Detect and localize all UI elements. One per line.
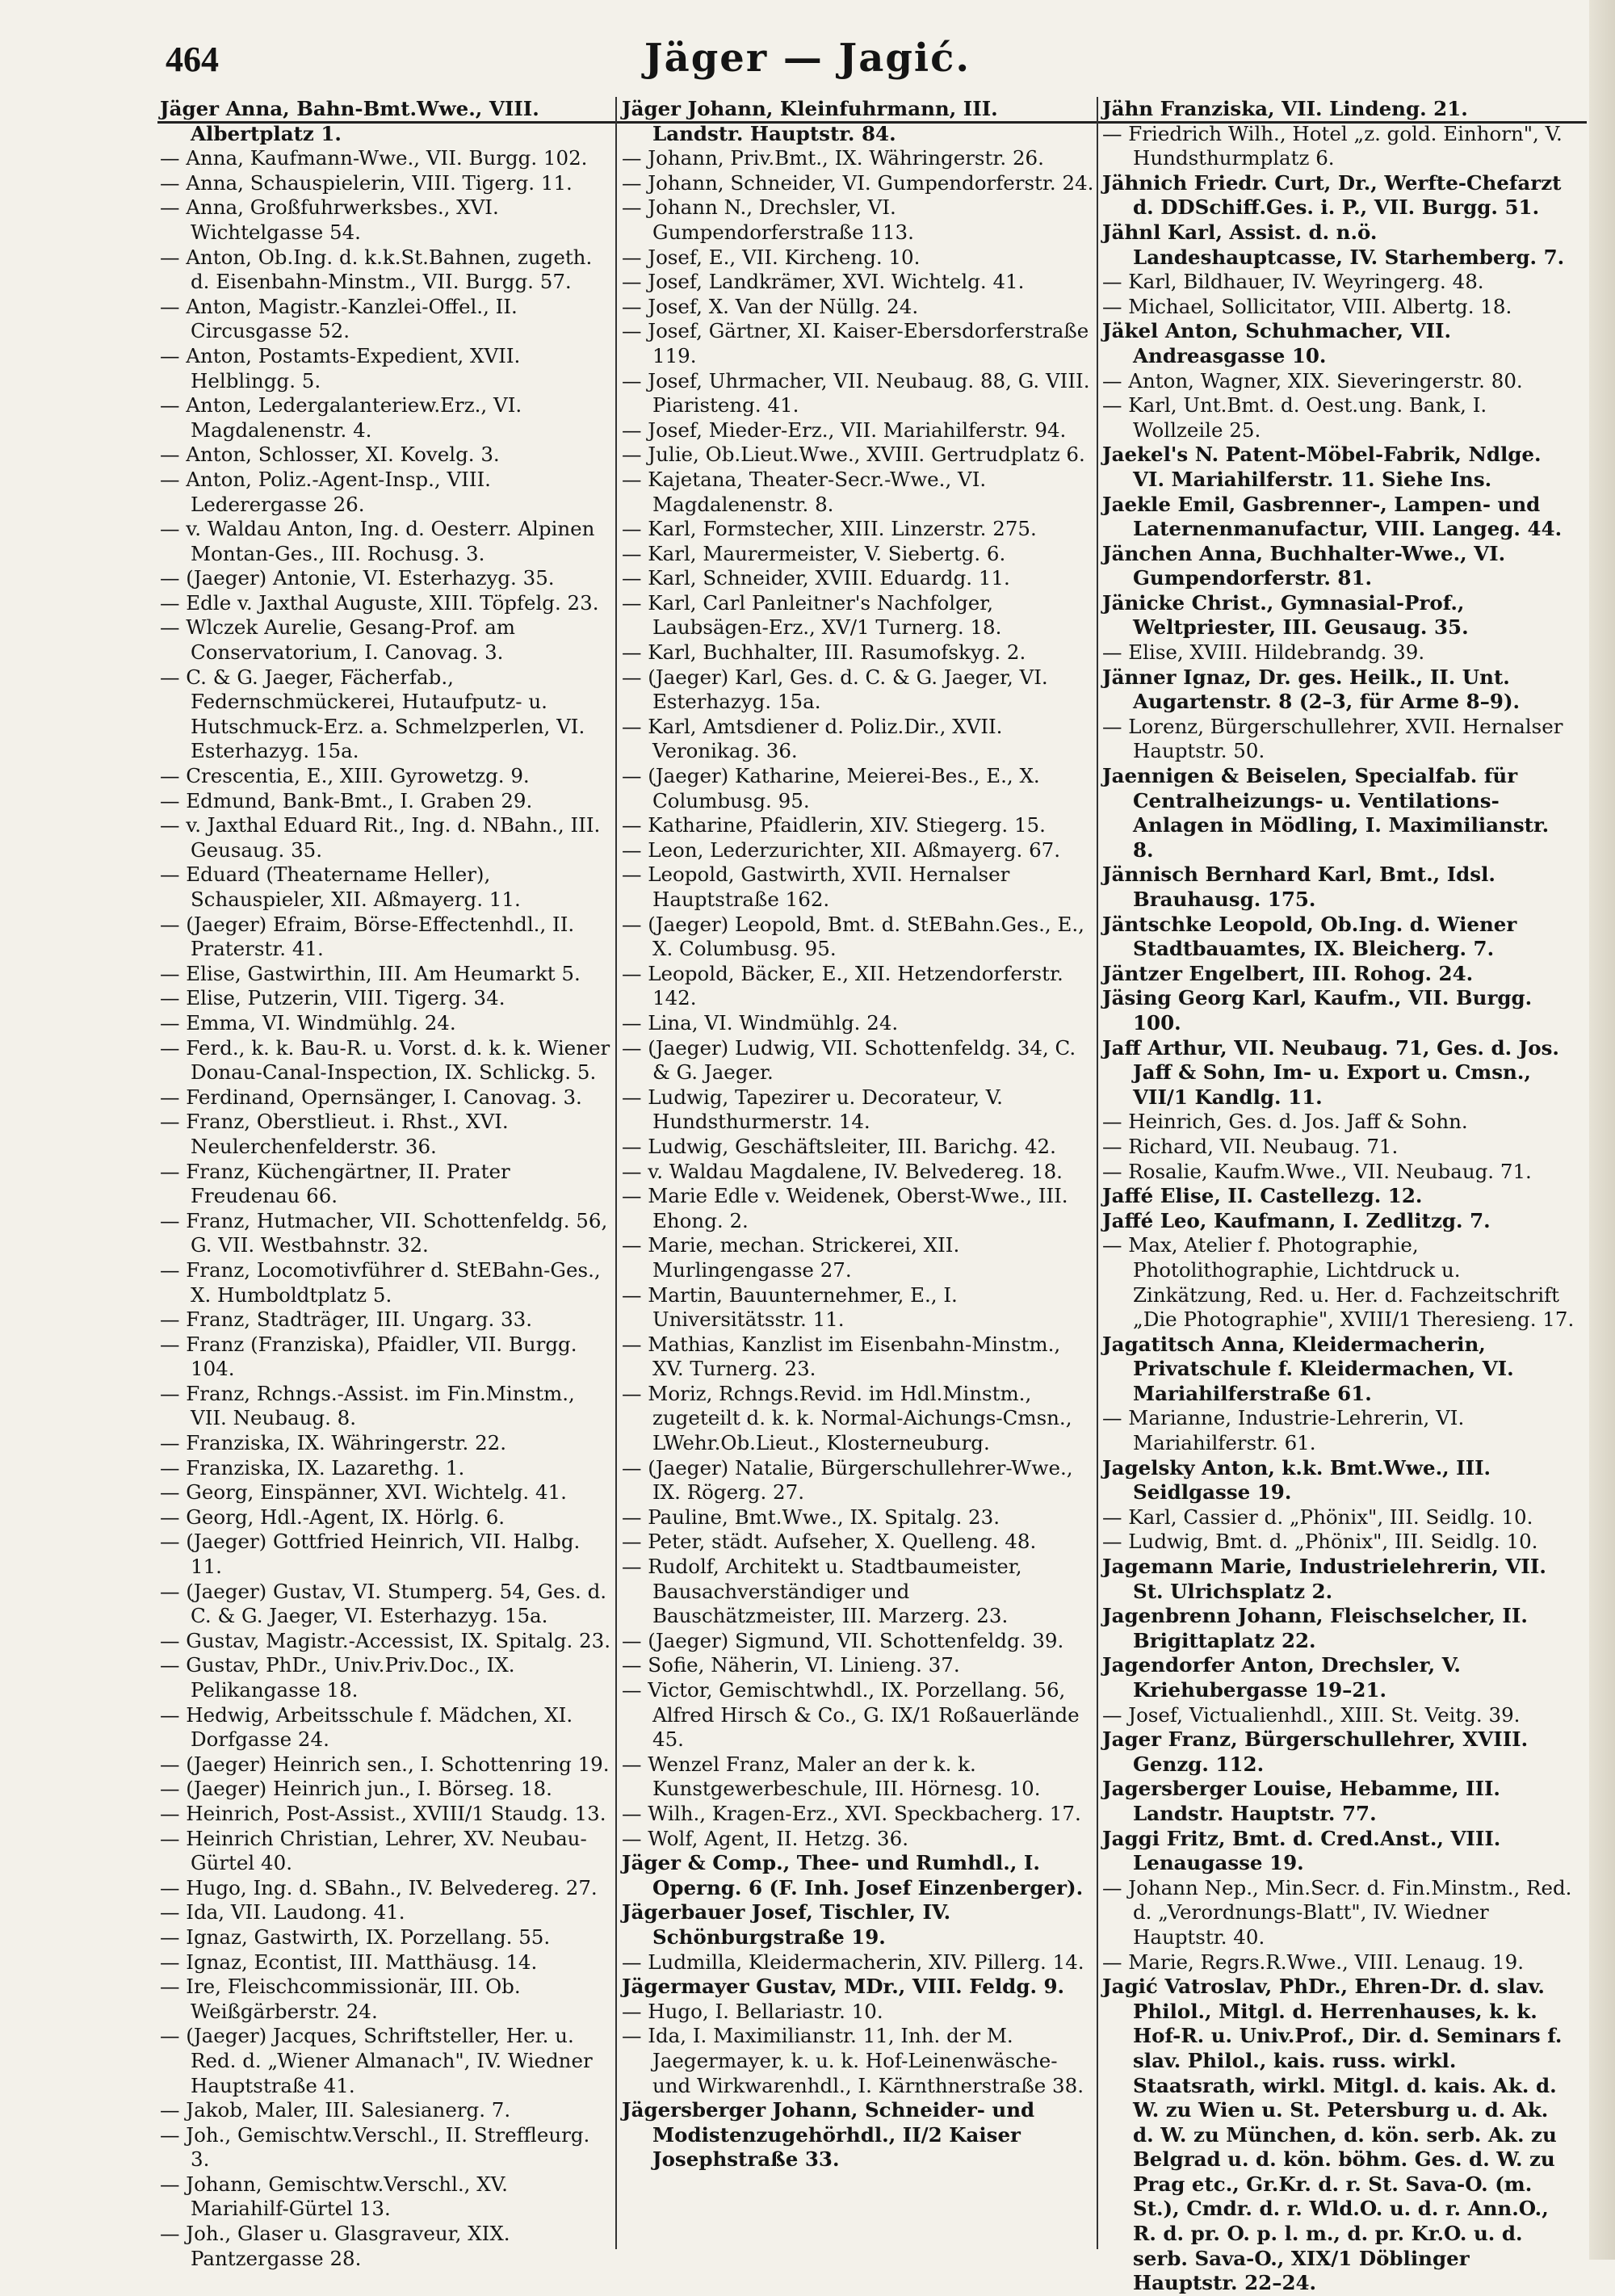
directory-entry: — Leon, Lederzurichter, XII. Aßmayerg. 67.: [622, 837, 1061, 862]
directory-entry: Jänner Ignaz, Dr. ges. Heilk., II. Unt. Augartenstr. 8 (2–3, für Arme 8–9).: [1102, 665, 1521, 714]
directory-entry: — Johann, Schneider, VI. Gumpendorferstr. 24.: [622, 170, 1094, 195]
directory-entry: — Hugo, I. Bellariastr. 10.: [622, 1999, 883, 2023]
directory-entry: — Karl, Schneider, XVIII. Eduardg. 11.: [622, 566, 1010, 590]
directory-entry: — Franz, Rchngs.-Assist. im Fin.Minstm., VII. Neubaug. 8.: [160, 1381, 575, 1430]
directory-entry: — Lina, VI. Windmühlg. 24.: [622, 1010, 899, 1035]
directory-entry: — Joh., Glaser u. Glasgraveur, XIX. Pantzergasse 28.: [160, 2222, 510, 2270]
directory-entry: — v. Waldau Magdalene, IV. Belvedereg. 18.: [622, 1159, 1063, 1183]
directory-entry: — Anna, Schauspielerin, VIII. Tigerg. 11.: [160, 170, 573, 195]
directory-entry: — Josef, Gärtner, XI. Kaiser-Ebersdorferstraße 119.: [622, 319, 1089, 367]
directory-entry: — Katharine, Pfaidlerin, XIV. Stiegerg. 15.: [622, 813, 1046, 837]
directory-entry: — Sofie, Näherin, VI. Linieng. 37.: [622, 1653, 960, 1677]
directory-entry: — Crescentia, E., XIII. Gyrowetzg. 9.: [160, 764, 530, 788]
directory-entry: — Mathias, Kanzlist im Eisenbahn-Minstm., XV. Turnerg. 23.: [622, 1332, 1061, 1381]
directory-entry: — Josef, Mieder-Erz., VII. Mariahilferstr. 94.: [622, 418, 1067, 442]
directory-entry: — (Jaeger) Gottfried Heinrich, VII. Halbg. 11.: [160, 1530, 581, 1579]
directory-entry: — C. & G. Jaeger, Fächerfab., Federnschmückerei, Hutaufputz- u. Hutschmuck-Erz. a. Schmelzperlen, VI. Esterhazyg. 15a.: [160, 665, 585, 763]
directory-entry: — Leopold, Gastwirth, XVII. Hernalser Hauptstraße 162.: [622, 863, 1010, 911]
page-header: [0, 32, 1615, 105]
directory-entry: Jäger & Comp., Thee- und Rumhdl., I. Operng. 6 (F. Inh. Josef Einzenberger).: [622, 1851, 1084, 1899]
directory-entry: — Karl, Maurermeister, V. Siebertg. 6.: [622, 541, 1006, 565]
directory-entry: — Karl, Buchhalter, III. Rasumofskyg. 2.: [622, 640, 1026, 665]
directory-entry: Jaekle Emil, Gasbrenner-, Lampen- und Laternenmanufactur, VIII. Langeg. 44.: [1102, 492, 1563, 541]
directory-entry: Jagatitsch Anna, Kleidermacherin, Privatschule f. Kleidermachen, VI. Mariahilferstraße 61.: [1102, 1332, 1514, 1405]
directory-entry: — Heinrich Christian, Lehrer, XV. Neubau-Gürtel 40.: [160, 1826, 587, 1875]
directory-entry: — Gustav, PhDr., Univ.Priv.Doc., IX. Pelikangasse 18.: [160, 1653, 515, 1702]
directory-entry: — Rudolf, Architekt u. Stadtbaumeister, Bausachverständiger und Bauschätzmeister, III. Marzerg. 23.: [622, 1555, 1022, 1628]
directory-entry: Jagelsky Anton, k.k. Bmt.Wwe., III. Seidlgasse 19.: [1102, 1455, 1491, 1505]
directory-entry: — Anton, Poliz.-Agent-Insp., VIII. Lederergasse 26.: [160, 467, 491, 516]
directory-entry: — (Jaeger) Gustav, VI. Stumperg. 54, Ges. d. C. & G. Jaeger, VI. Esterhazyg. 15a.: [160, 1579, 607, 1628]
directory-entry: — Marie Edle v. Weidenek, Oberst-Wwe., III. Ehong. 2.: [622, 1184, 1068, 1232]
directory-entry: — Anton, Ob.Ing. d. k.k.St.Bahnen, zugeth. d. Eisenbahn-Minstm., VII. Burgg. 57.: [160, 245, 593, 294]
directory-entry: — Wolf, Agent, II. Hetzg. 36.: [622, 1826, 909, 1850]
directory-entry: — Karl, Amtsdiener d. Poliz.Dir., XVII. Veronikag. 36.: [622, 714, 1003, 763]
directory-entry: — Richard, VII. Neubaug. 71.: [1102, 1134, 1399, 1158]
directory-entry: — Karl, Carl Panleitner's Nachfolger, Laubsägen-Erz., XV/1 Turnerg. 18.: [622, 590, 1002, 640]
directory-entry: — Ludwig, Geschäftsleiter, III. Barichg. 42.: [622, 1134, 1056, 1158]
directory-entry: Jäntschke Leopold, Ob.Ing. d. Wiener Stadtbauamtes, IX. Bleicherg. 7.: [1102, 912, 1517, 961]
directory-entry: — Max, Atelier f. Photographie, Photolithographie, Lichtdruck u. Zinkätzung, Red. u. Her. d. Fachzeitschrift „Die Photographie", XVIII/1 Theresieng. 17.: [1102, 1233, 1575, 1332]
directory-entry: — Karl, Formstecher, XIII. Linzerstr. 275.: [622, 517, 1037, 541]
directory-entry: — Wlczek Aurelie, Gesang-Prof. am Conservatorium, I. Canovag. 3.: [160, 615, 516, 665]
directory-entry: — Johann Nep., Min.Secr. d. Fin.Minstm., Red. d. „Verordnungs-Blatt", IV. Wiedner Hauptstr. 40.: [1102, 1875, 1572, 1949]
directory-entry: — Josef, Landkrämer, XVI. Wichtelg. 41.: [622, 270, 1025, 294]
directory-entry: — Ludmilla, Kleidermacherin, XIV. Pillerg. 14.: [622, 1950, 1084, 1974]
directory-entry: — Rosalie, Kaufm.Wwe., VII. Neubaug. 71.: [1102, 1159, 1532, 1183]
directory-entry: — Pauline, Bmt.Wwe., IX. Spitalg. 23.: [622, 1505, 1000, 1529]
directory-entry: Jagić Vatroslav, PhDr., Ehren-Dr. d. slav. Philol., Mitgl. d. Herrenhauses, k. k. Hof-R. u. Univ.Prof., Dir. d. Seminars f. slav. Philol., kais. russ. wirkl. Staatsrath, wirkl. Mitgl. d. kais. Ak. d. W. zu Wien u. St. Petersburg u. d. Ak. d. W. zu München, d. kön. serb. Ak. zu Belgrad u. d. kön. böhm. Ges. d. W. zu Prag etc., Gr.Kr. d. r. St. Sava-O. (m. St.), Cmdr. d. r. Wld.O. u. d. r. Ann.O., R. d. pr. O. p. l. m., d. pr. Kr.O. u. d. serb. Sava-O., XIX/1 Döblinger Hauptstr. 22–24.: [1102, 1975, 1563, 2295]
directory-entry: Jagenbrenn Johann, Fleischselcher, II. Brigittaplatz 22.: [1102, 1604, 1528, 1652]
directory-entry: — Joh., Gemischtw.Verschl., II. Streffleurg. 3.: [160, 2122, 590, 2172]
directory-entry: — (Jaeger) Heinrich jun., I. Börseg. 18.: [160, 1777, 552, 1801]
column-divider: [1097, 97, 1098, 2249]
directory-entry: Jäsing Georg Karl, Kaufm., VII. Burgg. 100.: [1102, 986, 1533, 1035]
directory-entry: — Eduard (Theatername Heller), Schauspieler, XII. Aßmayerg. 11.: [160, 863, 521, 911]
directory-entry: Jäger Anna, Bahn-Bmt.Wwe., VIII. Albertplatz 1.: [160, 97, 539, 145]
column-divider: [615, 97, 617, 2249]
directory-entry: — Ignaz, Econtist, III. Matthäusg. 14.: [160, 1950, 538, 1974]
directory-entry: — Heinrich, Ges. d. Jos. Jaff & Sohn.: [1102, 1110, 1468, 1134]
directory-entry: — Franziska, IX. Währingerstr. 22.: [160, 1431, 507, 1455]
directory-entry: — Anna, Kaufmann-Wwe., VII. Burgg. 102.: [160, 146, 588, 170]
directory-entry: — Victor, Gemischtwhdl., IX. Porzellang. 56, Alfred Hirsch & Co., G. IX/1 Roßauerlände 45.: [622, 1678, 1080, 1752]
directory-entry: — (Jaeger) Antonie, VI. Esterhazyg. 35.: [160, 566, 555, 590]
directory-entry: — Karl, Cassier d. „Phönix", III. Seidlg. 10.: [1102, 1505, 1533, 1529]
directory-entry: — Anna, Großfuhrwerksbes., XVI. Wichtelgasse 54.: [160, 195, 499, 244]
directory-entry: — Martin, Bauunternehmer, E., I. Universitätsstr. 11.: [622, 1282, 958, 1332]
directory-entry: — Hedwig, Arbeitsschule f. Mädchen, XI. Dorfgasse 24.: [160, 1702, 573, 1752]
directory-entry: — Anton, Wagner, XIX. Sieveringerstr. 80.: [1102, 368, 1523, 392]
directory-entry: Jaffé Elise, II. Castellezg. 12.: [1102, 1184, 1423, 1208]
directory-entry: Jähnl Karl, Assist. d. n.ö. Landeshauptcasse, IV. Starhemberg. 7.: [1102, 220, 1565, 269]
directory-entry: Jägermayer Gustav, MDr., VIII. Feldg. 9.: [622, 1975, 1065, 1999]
directory-entry: — Georg, Einspänner, XVI. Wichtelg. 41.: [160, 1480, 567, 1505]
directory-entry: — Franz, Stadträger, III. Ungarg. 33.: [160, 1308, 532, 1332]
directory-entry: Jäger Johann, Kleinfuhrmann, III. Landstr. Hauptstr. 84.: [622, 97, 998, 145]
directory-entry: Jaekel's N. Patent-Möbel-Fabrik, Ndlge. VI. Mariahilferstr. 11. Siehe Ins.: [1102, 443, 1542, 491]
directory-entry: Jäntzer Engelbert, III. Rohog. 24.: [1102, 961, 1474, 985]
directory-column-1: [160, 97, 612, 2270]
directory-entry: Jaff Arthur, VII. Neubaug. 71, Ges. d. Jos. Jaff & Sohn, Im- u. Export u. Cmsn., VII/1 Kandlg. 11.: [1102, 1035, 1559, 1109]
directory-entry: Jager Franz, Bürgerschullehrer, XVIII. Genzg. 112.: [1102, 1727, 1529, 1776]
directory-entry: — Elise, Gastwirthin, III. Am Heumarkt 5.: [160, 961, 581, 985]
directory-entry: — (Jaeger) Katharine, Meierei-Bes., E., X. Columbusg. 95.: [622, 764, 1040, 812]
directory-entry: Jänicke Christ., Gymnasial-Prof., Weltpriester, III. Geusaug. 35.: [1102, 590, 1469, 640]
directory-entry: Jähn Franziska, VII. Lindeng. 21.: [1102, 97, 1468, 120]
directory-entry: Jänchen Anna, Buchhalter-Wwe., VI. Gumpendorferstr. 81.: [1102, 541, 1506, 590]
directory-entry: — Franz, Oberstlieut. i. Rhst., XVI. Neulerchenfelderstr. 36.: [160, 1110, 509, 1158]
directory-entry: — Heinrich, Post-Assist., XVIII/1 Staudg. 13.: [160, 1801, 606, 1825]
directory-entry: — (Jaeger) Karl, Ges. d. C. & G. Jaeger, VI. Esterhazyg. 15a.: [622, 665, 1048, 714]
directory-entry: — Karl, Bildhauer, IV. Weyringerg. 48.: [1102, 270, 1484, 294]
directory-entry: Jaffé Leo, Kaufmann, I. Zedlitzg. 7.: [1102, 1208, 1491, 1232]
directory-entry: — Josef, E., VII. Kircheng. 10.: [622, 245, 921, 269]
directory-entry: — Wilh., Kragen-Erz., XVI. Speckbacherg. 17.: [622, 1801, 1081, 1825]
directory-entry: Jähnich Friedr. Curt, Dr., Werfte-Chefarzt d. DDSchiff.Ges. i. P., VII. Burgg. 51.: [1102, 170, 1562, 220]
directory-entry: — (Jaeger) Leopold, Bmt. d. StEBahn.Ges., E., X. Columbusg. 95.: [622, 912, 1084, 961]
directory-column-2: [622, 97, 1094, 2253]
directory-entry: — v. Waldau Anton, Ing. d. Oesterr. Alpinen Montan-Ges., III. Rochusg. 3.: [160, 517, 595, 565]
directory-entry: — (Jaeger) Natalie, Bürgerschullehrer-Wwe., IX. Rögerg. 27.: [622, 1455, 1073, 1505]
directory-entry: — Hugo, Ing. d. SBahn., IV. Belvedereg. 27.: [160, 1875, 598, 1899]
directory-entry: — Johann, Gemischtw.Verschl., XV. Mariahilf-Gürtel 13.: [160, 2172, 508, 2221]
directory-entry: — Josef, Uhrmacher, VII. Neubaug. 88, G. VIII. Piaristeng. 41.: [622, 368, 1090, 418]
directory-entry: — Anton, Postamts-Expedient, XVII. Helblingg. 5.: [160, 343, 521, 392]
directory-entry: — Anton, Schlosser, XI. Kovelg. 3.: [160, 443, 500, 467]
directory-column-3: [1102, 97, 1575, 2295]
directory-entry: — Ida, VII. Laudong. 41.: [160, 1900, 405, 1925]
directory-entry: — Elise, Putzerin, VIII. Tigerg. 34.: [160, 986, 505, 1010]
page-title: Jäger — Jagić.: [644, 36, 971, 81]
directory-entry: — Kajetana, Theater-Secr.-Wwe., VI. Magdalenenstr. 8.: [622, 467, 987, 516]
directory-entry: — Marianne, Industrie-Lehrerin, VI. Mariahilferstr. 61.: [1102, 1406, 1465, 1455]
directory-entry: — Moriz, Rchngs.Revid. im Hdl.Minstm., zugeteilt d. k. k. Normal-Aichungs-Cmsn., LWehr.Ob.Lieut., Klosterneuburg.: [622, 1381, 1072, 1455]
directory-entry: — (Jaeger) Ludwig, VII. Schottenfeldg. 34, C. & G. Jaeger.: [622, 1035, 1076, 1085]
directory-entry: — (Jaeger) Heinrich sen., I. Schottenring 19.: [160, 1752, 610, 1776]
directory-entry: — Ludwig, Bmt. d. „Phönix", III. Seidlg. 10.: [1102, 1530, 1538, 1554]
directory-entry: — Ludwig, Tapezirer u. Decorateur, V. Hundsthurmerstr. 14.: [622, 1085, 1003, 1134]
directory-entry: — (Jaeger) Jacques, Schriftsteller, Her. u. Red. d. „Wiener Almanach", IV. Wiedner Hauptstraße 41.: [160, 2024, 593, 2097]
directory-entry: — Franziska, IX. Lazarethg. 1.: [160, 1455, 465, 1480]
directory-entry: — Friedrich Wilh., Hotel „z. gold. Einhorn", V. Hundsthurmplatz 6.: [1102, 121, 1563, 170]
directory-entry: — Ida, I. Maximilianstr. 11, Inh. der M. Jaegermayer, k. u. k. Hof-Leinenwäsche- und Wirkwarenhdl., I. Kärnthnerstraße 38.: [622, 2024, 1084, 2097]
directory-entry: — Marie, Regrs.R.Wwe., VIII. Lenaug. 19.: [1102, 1950, 1525, 1974]
directory-entry: — Ferd., k. k. Bau-R. u. Vorst. d. k. k. Wiener Donau-Canal-Inspection, IX. Schlickg. 5.: [160, 1035, 610, 1085]
directory-entry: — Emma, VI. Windmühlg. 24.: [160, 1010, 456, 1035]
directory-entry: — Elise, XVIII. Hildebrandg. 39.: [1102, 640, 1425, 665]
directory-entry: Jägerbauer Josef, Tischler, IV. Schönburgstraße 19.: [622, 1900, 951, 1949]
directory-entry: — Anton, Ledergalanteriew.Erz., VI. Magdalenenstr. 4.: [160, 393, 522, 442]
directory-entry: — Ignaz, Gastwirth, IX. Porzellang. 55.: [160, 1925, 551, 1949]
directory-entry: — (Jaeger) Sigmund, VII. Schottenfeldg. 39.: [622, 1628, 1064, 1652]
directory-entry: — Marie, mechan. Strickerei, XII. Murlingengasse 27.: [622, 1233, 960, 1282]
directory-entry: — Johann, Priv.Bmt., IX. Währingerstr. 26.: [622, 146, 1044, 170]
directory-entry: — Edle v. Jaxthal Auguste, XIII. Töpfelg. 23.: [160, 590, 599, 615]
directory-entry: — Ire, Fleischcommissionär, III. Ob. Weißgärberstr. 24.: [160, 1975, 521, 2023]
directory-entry: — Georg, Hdl.-Agent, IX. Hörlg. 6.: [160, 1505, 505, 1529]
directory-entry: — Josef, X. Van der Nüllg. 24.: [622, 294, 919, 318]
directory-entry: Jagemann Marie, Industrielehrerin, VII. St. Ulrichsplatz 2.: [1102, 1555, 1546, 1603]
directory-entry: — Johann N., Drechsler, VI. Gumpendorferstraße 113.: [622, 195, 914, 244]
directory-entry: Jägersberger Johann, Schneider- und Modistenzugehörhdl., II/2 Kaiser Josephstraße 33.: [622, 2098, 1035, 2172]
directory-entry: — Michael, Sollicitator, VIII. Albertg. 18.: [1102, 294, 1512, 318]
directory-entry: — Franz, Küchengärtner, II. Prater Freudenau 66.: [160, 1159, 510, 1208]
directory-entry: — Lorenz, Bürgerschullehrer, XVII. Hernalser Hauptstr. 50.: [1102, 714, 1563, 763]
page-number: 464: [166, 40, 219, 79]
directory-entry: Jännisch Bernhard Karl, Bmt., Idsl. Brauhausg. 175.: [1102, 863, 1495, 911]
directory-entry: Jäkel Anton, Schuhmacher, VII. Andreasgasse 10.: [1102, 319, 1452, 367]
directory-entry: — Franz, Locomotivführer d. StEBahn-Ges., X. Humboldtplatz 5.: [160, 1257, 601, 1307]
directory-entry: — Karl, Unt.Bmt. d. Oest.ung. Bank, I. Wollzeile 25.: [1102, 393, 1487, 442]
directory-entry: Jaennigen & Beiselen, Specialfab. für Centralheizungs- u. Ventilations-Anlagen in Mödling, I. Maximilianstr. 8.: [1102, 764, 1550, 862]
directory-entry: Jagendorfer Anton, Drechsler, V. Kriehubergasse 19–21.: [1102, 1653, 1461, 1702]
directory-entry: — Anton, Magistr.-Kanzlei-Offel., II. Circusgasse 52.: [160, 294, 518, 343]
directory-entry: — Leopold, Bäcker, E., XII. Hetzendorferstr. 142.: [622, 961, 1063, 1010]
directory-entry: — Edmund, Bank-Bmt., I. Graben 29.: [160, 788, 533, 812]
directory-entry: Jagersberger Louise, Hebamme, III. Landstr. Hauptstr. 77.: [1102, 1777, 1500, 1825]
directory-entry: — Franz, Hutmacher, VII. Schottenfeldg. 56, G. VII. Westbahnstr. 32.: [160, 1208, 608, 1257]
directory-entry: — Peter, städt. Aufseher, X. Quelleng. 48.: [622, 1530, 1037, 1554]
directory-entry: — Ferdinand, Opernsänger, I. Canovag. 3.: [160, 1085, 582, 1109]
directory-entry: — v. Jaxthal Eduard Rit., Ing. d. NBahn., III. Geusaug. 35.: [160, 813, 601, 862]
directory-entry: — Franz (Franziska), Pfaidler, VII. Burgg. 104.: [160, 1332, 577, 1381]
directory-entry: Jaggi Fritz, Bmt. d. Cred.Anst., VIII. Lenaugasse 19.: [1102, 1826, 1501, 1875]
page-edge: [1589, 0, 1615, 2260]
directory-entry: — (Jaeger) Efraim, Börse-Effectenhdl., II. Praterstr. 41.: [160, 912, 575, 961]
directory-entry: — Jakob, Maler, III. Salesianerg. 7.: [160, 2098, 511, 2122]
directory-entry: — Gustav, Magistr.-Accessist, IX. Spitalg. 23.: [160, 1628, 611, 1652]
directory-entry: — Josef, Victualienhdl., XIII. St. Veitg. 39.: [1102, 1702, 1521, 1727]
directory-entry: — Wenzel Franz, Maler an der k. k. Kunstgewerbeschule, III. Hörnesg. 10.: [622, 1752, 1041, 1801]
directory-entry: — Julie, Ob.Lieut.Wwe., XVIII. Gertrudplatz 6.: [622, 443, 1085, 467]
